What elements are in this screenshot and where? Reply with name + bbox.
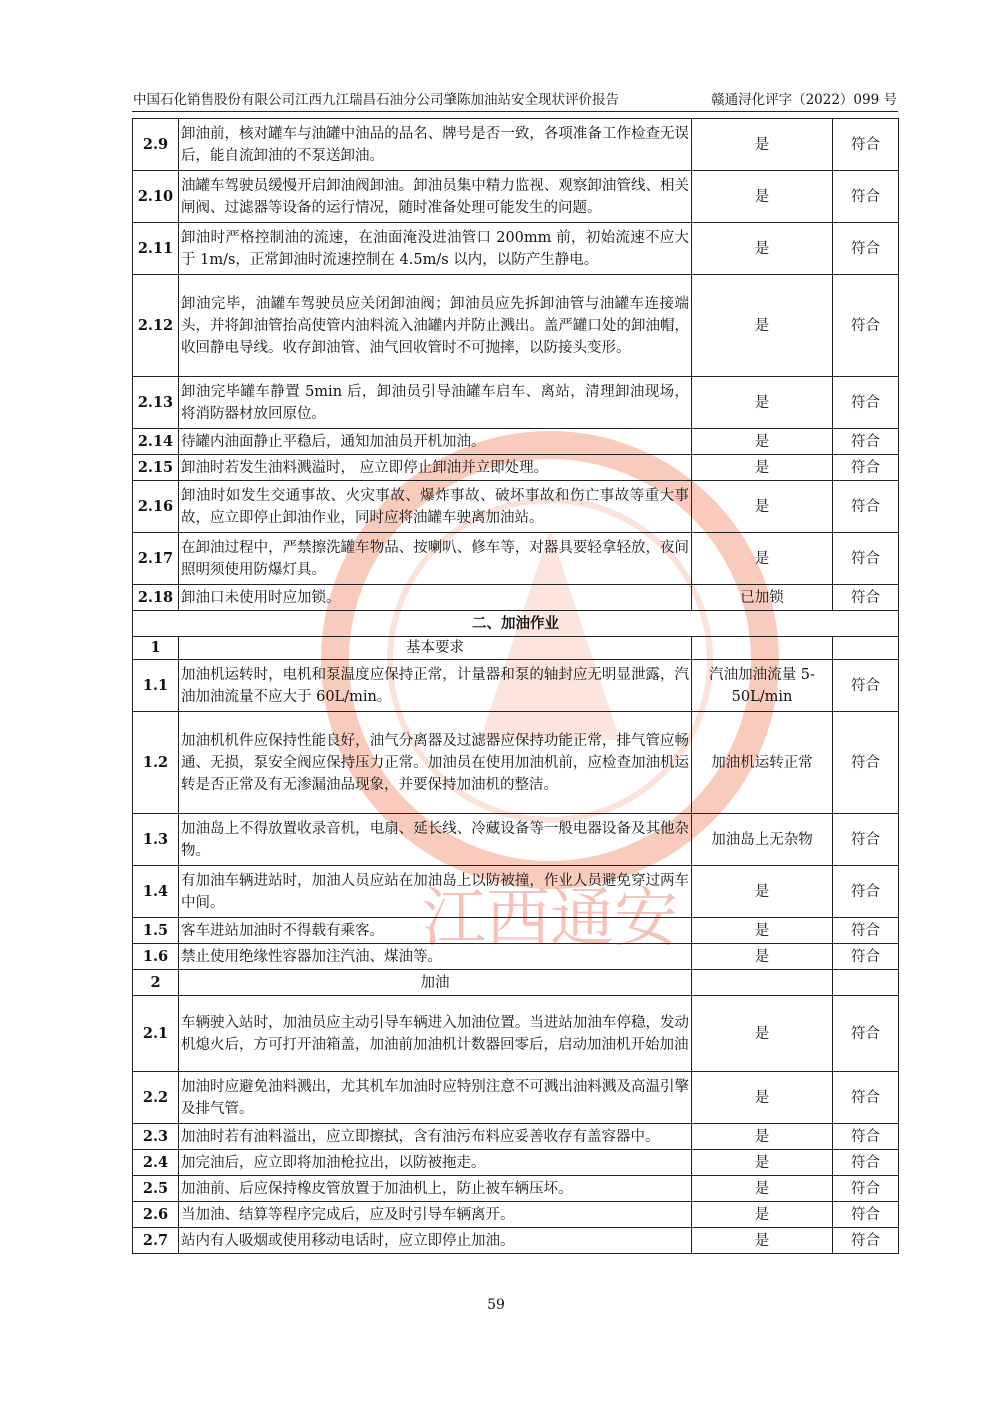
empty-cell (833, 637, 899, 660)
table-row (133, 1176, 899, 1202)
section-row (133, 611, 899, 637)
item-number: 2.6 (133, 1202, 179, 1228)
table-row (133, 866, 899, 918)
item-number: 1.4 (133, 866, 179, 918)
item-number: 2.10 (133, 171, 179, 223)
item-requirement: 待罐内油面静止平稳后，通知加油员开机加油。 (179, 429, 692, 455)
table-row (133, 429, 899, 455)
item-result: 是 (692, 455, 833, 481)
item-result: 是 (692, 223, 833, 275)
item-result: 是 (692, 866, 833, 918)
page-header (133, 88, 897, 108)
item-number: 2.4 (133, 1150, 179, 1176)
table-row (133, 585, 899, 611)
item-conformity: 符合 (833, 944, 899, 970)
table-row (133, 119, 899, 171)
item-requirement: 站内有人吸烟或使用移动电话时，应立即停止加油。 (179, 1228, 692, 1254)
table-row (133, 1072, 899, 1124)
item-requirement: 加油机机件应保持性能良好，油气分离器及过滤器应保持功能正常，排气管应畅通、无损，泵安全阀应保持压力正常。加油员在使用加油机前，应检查加油机运转是否正常及有无渗漏油品现象，并要保持加油机的整洁。 (179, 712, 692, 814)
item-requirement: 有加油车辆进站时，加油人员应站在加油岛上以防被撞，作业人员避免穿过两车中间。 (179, 866, 692, 918)
table-row (133, 1202, 899, 1228)
item-requirement: 卸油完毕，油罐车驾驶员应关闭卸油阀；卸油员应先拆卸油管与油罐车连接端头，并将卸油管抬高使管内油料流入油罐内并防止溅出。盖严罐口处的卸油帽，收回静电导线。收存卸油管、油气回收管时不可抛摔，以防接头变形。 (179, 275, 692, 377)
item-conformity: 符合 (833, 1176, 899, 1202)
item-conformity: 符合 (833, 275, 899, 377)
item-requirement: 卸油前，核对罐车与油罐中油品的品名、牌号是否一致，各项准备工作检查无误后，能自流卸油的不泵送卸油。 (179, 119, 692, 171)
table-row (133, 1228, 899, 1254)
subsection-row (133, 637, 899, 660)
item-requirement: 加油岛上不得放置收录音机，电扇、延长线、冷藏设备等一般电器设备及其他杂物。 (179, 814, 692, 866)
item-result: 是 (692, 996, 833, 1072)
item-number: 2.16 (133, 481, 179, 533)
table-row (133, 712, 899, 814)
item-requirement: 当加油、结算等程序完成后，应及时引导车辆离开。 (179, 1202, 692, 1228)
item-conformity: 符合 (833, 814, 899, 866)
item-conformity: 符合 (833, 455, 899, 481)
item-requirement: 卸油完毕罐车静置 5min 后，卸油员引导油罐车启车、离站，清理卸油现场，将消防器材放回原位。 (179, 377, 692, 429)
item-requirement: 车辆驶入站时，加油员应主动引导车辆进入加油位置。当进站加油车停稳，发动机熄火后，方可打开油箱盖，加油前加油机计数器回零后，启动加油机开始加油 (179, 996, 692, 1072)
item-conformity: 符合 (833, 712, 899, 814)
table-row (133, 1150, 899, 1176)
item-number: 2.11 (133, 223, 179, 275)
item-requirement: 卸油时若发生油料溅溢时， 应立即停止卸油并立即处理。 (179, 455, 692, 481)
item-requirement: 卸油口未使用时应加锁。 (179, 585, 692, 611)
item-result: 是 (692, 171, 833, 223)
subsection-number: 1 (133, 637, 179, 660)
item-conformity: 符合 (833, 660, 899, 712)
table-row (133, 481, 899, 533)
item-number: 2.2 (133, 1072, 179, 1124)
item-result: 是 (692, 377, 833, 429)
item-number: 1.6 (133, 944, 179, 970)
item-requirement: 加油时若有油料溢出，应立即擦拭，含有油污布料应妥善收存有盖容器中。 (179, 1124, 692, 1150)
item-number: 1.1 (133, 660, 179, 712)
table-row (133, 1124, 899, 1150)
watermark-text: 江西通安 (422, 882, 678, 956)
item-number: 2.1 (133, 996, 179, 1072)
table-row (133, 223, 899, 275)
item-result: 是 (692, 1176, 833, 1202)
item-requirement: 卸油时如发生交通事故、火灾事故、爆炸事故、破坏事故和伤亡事故等重大事故，应立即停止卸油作业，同时应将油罐车驶离加油站。 (179, 481, 692, 533)
item-number: 2.15 (133, 455, 179, 481)
item-result: 是 (692, 533, 833, 585)
item-result: 加油机运转正常 (692, 712, 833, 814)
item-conformity: 符合 (833, 1124, 899, 1150)
item-result: 已加锁 (692, 585, 833, 611)
table-row (133, 660, 899, 712)
item-requirement: 禁止使用绝缘性容器加注汽油、煤油等。 (179, 944, 692, 970)
item-conformity: 符合 (833, 377, 899, 429)
subsection-title: 加油 (179, 970, 692, 996)
item-requirement: 加油机运转时，电机和泵温度应保持正常，计量器和泵的轴封应无明显泄露，汽油加油流量不应大于 60L/min。 (179, 660, 692, 712)
item-conformity: 符合 (833, 429, 899, 455)
item-number: 2.7 (133, 1228, 179, 1254)
item-requirement: 加油时应避免油料溅出，尤其机车加油时应特别注意不可溅出油料溅及高温引擎及排气管。 (179, 1072, 692, 1124)
report-number: 赣通浔化评字（2022）099 号 (711, 92, 897, 108)
item-result: 是 (692, 1124, 833, 1150)
item-result: 是 (692, 1072, 833, 1124)
item-conformity: 符合 (833, 223, 899, 275)
item-result: 是 (692, 481, 833, 533)
section-title: 二、加油作业 (133, 611, 899, 637)
item-conformity: 符合 (833, 119, 899, 171)
item-number: 2.13 (133, 377, 179, 429)
item-result: 是 (692, 429, 833, 455)
item-conformity: 符合 (833, 171, 899, 223)
page-number: 59 (487, 1297, 505, 1313)
item-requirement: 在卸油过程中，严禁擦洗罐车物品、按喇叭、修车等，对器具要轻拿轻放，夜间照明须使用防爆灯具。 (179, 533, 692, 585)
subsection-row (133, 970, 899, 996)
item-requirement: 加完油后，应立即将加油枪拉出，以防被拖走。 (179, 1150, 692, 1176)
item-result: 是 (692, 918, 833, 944)
table-row (133, 944, 899, 970)
table-row (133, 275, 899, 377)
subsection-number: 2 (133, 970, 179, 996)
item-result: 是 (692, 1202, 833, 1228)
item-result: 加油岛上无杂物 (692, 814, 833, 866)
item-result: 是 (692, 1150, 833, 1176)
item-conformity: 符合 (833, 1202, 899, 1228)
item-requirement: 油罐车驾驶员缓慢开启卸油阀卸油。卸油员集中精力监视、观察卸油管线、相关闸阀、过滤器等设备的运行情况，随时准备处理可能发生的问题。 (179, 171, 692, 223)
item-number: 2.14 (133, 429, 179, 455)
item-number: 2.5 (133, 1176, 179, 1202)
item-conformity: 符合 (833, 1228, 899, 1254)
item-conformity: 符合 (833, 996, 899, 1072)
item-requirement: 加油前、后应保持橡皮管放置于加油机上，防止被车辆压坏。 (179, 1176, 692, 1202)
item-conformity: 符合 (833, 918, 899, 944)
empty-cell (692, 970, 833, 996)
item-number: 1.2 (133, 712, 179, 814)
table-row (133, 377, 899, 429)
table-row (133, 814, 899, 866)
item-result: 是 (692, 944, 833, 970)
item-conformity: 符合 (833, 533, 899, 585)
item-number: 1.5 (133, 918, 179, 944)
report-title: 中国石化销售股份有限公司江西九江瑞昌石油分公司肇陈加油站安全现状评价报告 (133, 92, 619, 108)
item-number: 2.3 (133, 1124, 179, 1150)
item-conformity: 符合 (833, 481, 899, 533)
item-conformity: 符合 (833, 866, 899, 918)
item-number: 2.9 (133, 119, 179, 171)
header-divider (132, 111, 898, 112)
item-result: 汽油加油流量 5-50L/min (692, 660, 833, 712)
item-conformity: 符合 (833, 1150, 899, 1176)
empty-cell (692, 637, 833, 660)
item-result: 是 (692, 119, 833, 171)
item-result: 是 (692, 275, 833, 377)
item-number: 2.18 (133, 585, 179, 611)
table-row (133, 533, 899, 585)
subsection-title: 基本要求 (179, 637, 692, 660)
inspection-table (132, 118, 899, 1254)
item-requirement: 客车进站加油时不得载有乘客。 (179, 918, 692, 944)
item-requirement: 卸油时严格控制油的流速，在油面淹没进油管口 200mm 前，初始流速不应大于 1m/s，正常卸油时流速控制在 4.5m/s 以内，以防产生静电。 (179, 223, 692, 275)
item-result: 是 (692, 1228, 833, 1254)
item-conformity: 符合 (833, 585, 899, 611)
empty-cell (833, 970, 899, 996)
table-row (133, 455, 899, 481)
table-row (133, 918, 899, 944)
table-row (133, 171, 899, 223)
item-number: 2.17 (133, 533, 179, 585)
item-number: 1.3 (133, 814, 179, 866)
item-number: 2.12 (133, 275, 179, 377)
item-conformity: 符合 (833, 1072, 899, 1124)
table-row (133, 996, 899, 1072)
